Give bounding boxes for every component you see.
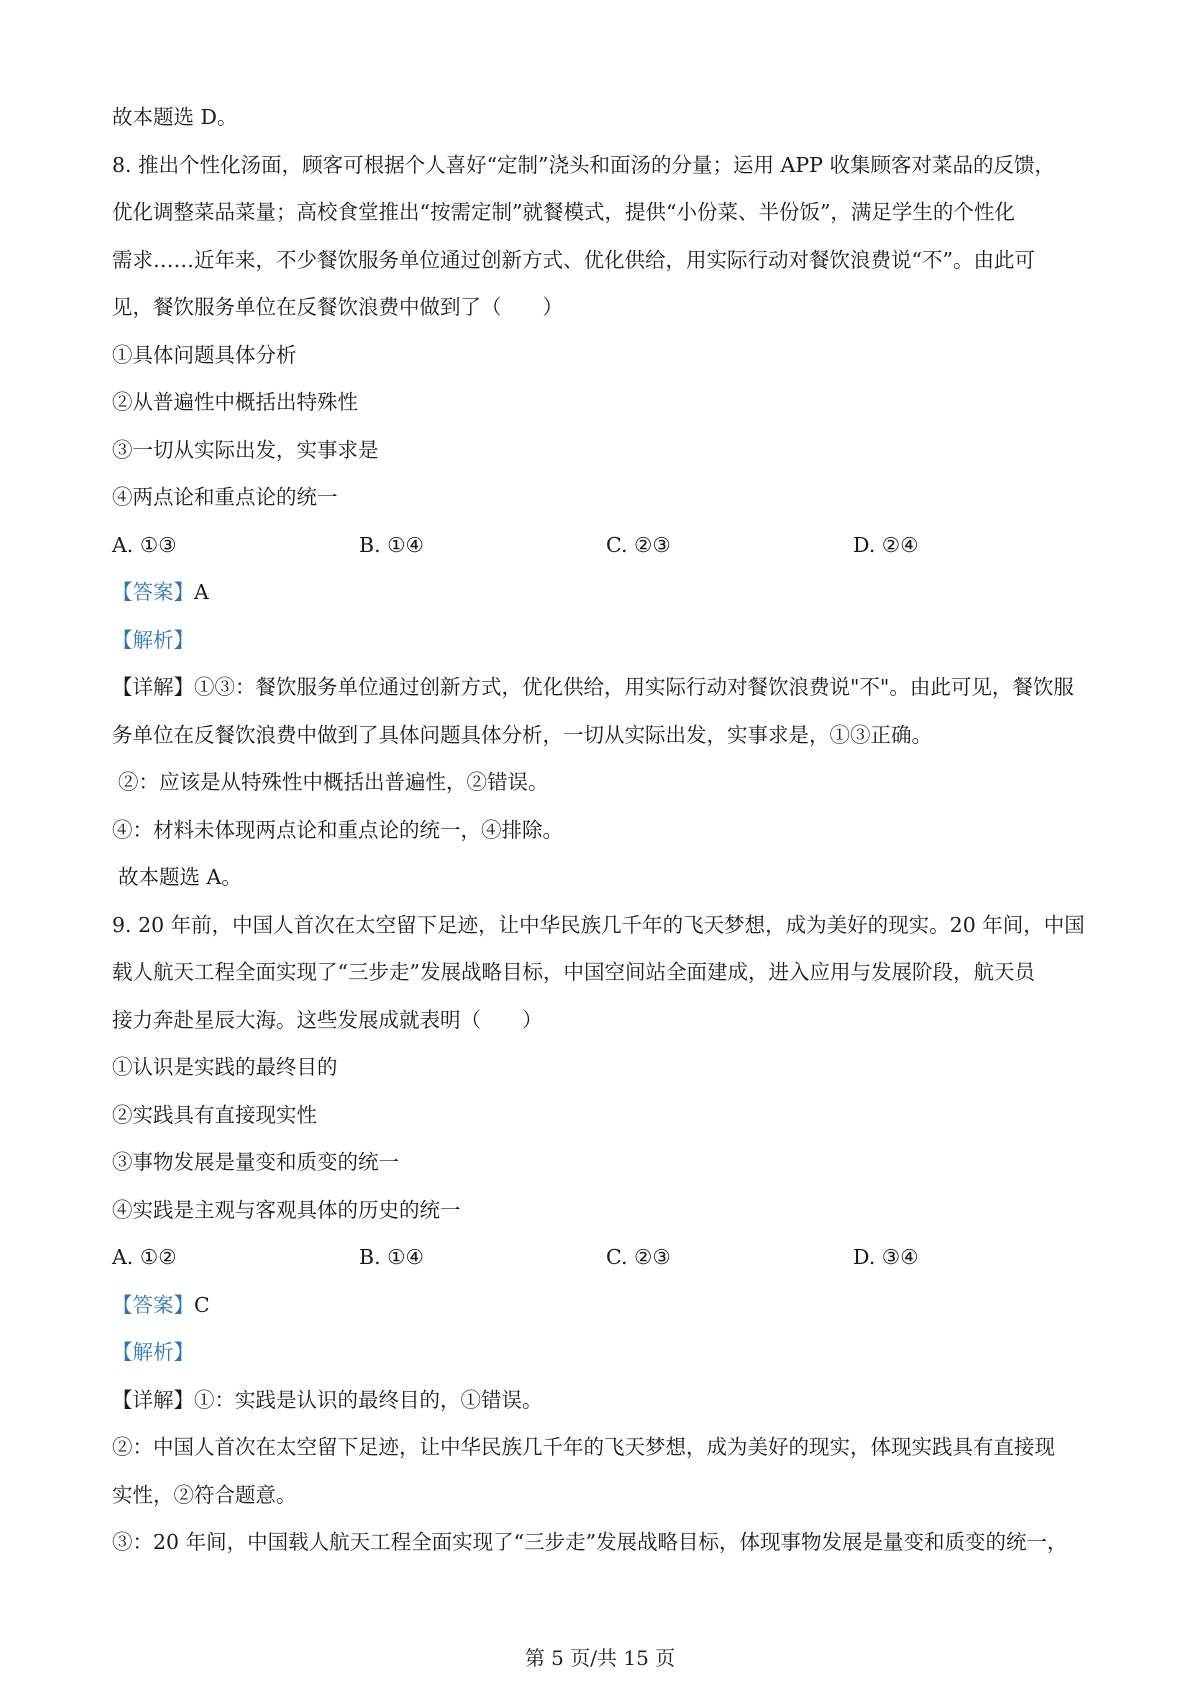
q8-analysis-heading — [112, 617, 1102, 665]
q9-stem-line: 接力奔赴星辰大海。这些发展成就表明（ ） — [112, 1007, 543, 1032]
q9-option-d: D. ③④ — [853, 1245, 919, 1269]
answer-tag: 【答案】 — [112, 580, 194, 604]
detail-tag: 【详解】 — [112, 675, 194, 699]
q8-statement: ①具体问题具体分析 — [112, 342, 297, 367]
q8-stem-line: 优化调整菜品菜量；高校食堂推出“按需定制”就餐模式，提供“小份菜、半份饭”，满足学生的个性化 — [112, 200, 1015, 224]
q9-detail-line: ②：中国人首次在太空留下足迹，让中华民族几千年的飞天梦想，成为美好的现实，体现实践具有直接现 — [112, 1435, 1055, 1459]
q8-statement: ④两点论和重点论的统一 — [112, 485, 338, 509]
analysis-tag: 【解析】 — [112, 627, 194, 652]
q9-options — [112, 1234, 1102, 1282]
q9-option-b: B. ①④ — [359, 1245, 424, 1269]
answer-value: A — [194, 580, 209, 604]
q9-detail-line — [112, 1377, 1102, 1425]
q9-statement: ②实践具有直接现实性 — [112, 1102, 317, 1127]
q8-option-d: D. ②④ — [853, 532, 919, 557]
page-content — [112, 94, 1102, 1567]
q8-option-a: A. ①③ — [112, 532, 177, 557]
q9-stem-line: 载人航天工程全面实现了“三步走”发展战略目标，中国空间站全面建成，进入应用与发展阶段，航天员 — [112, 960, 1035, 984]
answer-tag: 【答案】 — [112, 1292, 194, 1317]
q9-option-a: A. ①② — [112, 1245, 177, 1269]
q9-answer — [112, 1282, 1102, 1330]
analysis-tag: 【解析】 — [112, 1340, 194, 1364]
q8-stem-line: 需求……近年来，不少餐饮服务单位通过创新方式、优化供给，用实际行动对餐饮浪费说“不”。由此可 — [112, 247, 1035, 272]
q8-statement: ②从普遍性中概括出特殊性 — [112, 390, 358, 414]
q8-options — [112, 522, 1102, 570]
q9-option-c: C. ②③ — [606, 1245, 671, 1269]
q9-statement: ③事物发展是量变和质变的统一 — [112, 1150, 399, 1174]
detail-tag: 【详解】 — [112, 1387, 194, 1412]
q8-detail-line: ②：应该是从特殊性中概括出普遍性，②错误。 — [118, 770, 549, 794]
question-8 — [112, 142, 1102, 902]
q9-detail-line: ③：20 年间，中国载人航天工程全面实现了“三步走”发展战略目标，体现事物发展是量变和质变的统一， — [112, 1530, 1068, 1554]
detail-text: ①：实践是认识的最终目的，①错误。 — [194, 1387, 543, 1412]
q8-option-b: B. ①④ — [359, 532, 424, 557]
q8-option-c: C. ②③ — [606, 532, 671, 557]
q8-detail-line: 务单位在反餐饮浪费中做到了具体问题具体分析，一切从实际出发，实事求是，①③正确。 — [112, 722, 932, 747]
q9-detail-line: 实性，②符合题意。 — [112, 1482, 297, 1507]
q8-detail-line: ④：材料未体现两点论和重点论的统一，④排除。 — [112, 817, 563, 842]
detail-text: ①③：餐饮服务单位通过创新方式，优化供给，用实际行动对餐饮浪费说"不"。由此可见，餐饮服 — [194, 675, 1074, 699]
q8-stem-line: 见，餐饮服务单位在反餐饮浪费中做到了（ ） — [112, 295, 563, 319]
q8-conclusion: 故本题选 A。 — [118, 865, 242, 889]
q8-stem-line: 8. 推出个性化汤面，顾客可根据个人喜好“定制”浇头和面汤的分量；运用 APP 收集顾客对菜品的反馈， — [112, 152, 1055, 177]
q9-analysis-heading — [112, 1329, 1102, 1377]
question-9 — [112, 902, 1102, 1567]
page-footer: 第 5 页/共 15 页 — [524, 1646, 676, 1670]
answer-value: C — [194, 1292, 210, 1317]
q9-stem-line: 9. 20 年前，中国人首次在太空留下足迹，让中华民族几千年的飞天梦想，成为美好的现实。20 年间，中国 — [112, 912, 1085, 937]
prev-question-conclusion: 故本题选 D。 — [112, 105, 238, 129]
q8-detail-line — [112, 664, 1102, 712]
q8-statement: ③一切从实际出发，实事求是 — [112, 437, 379, 462]
q8-answer — [112, 569, 1102, 617]
q9-statement: ①认识是实践的最终目的 — [112, 1055, 338, 1079]
q9-statement: ④实践是主观与客观具体的历史的统一 — [112, 1197, 461, 1222]
